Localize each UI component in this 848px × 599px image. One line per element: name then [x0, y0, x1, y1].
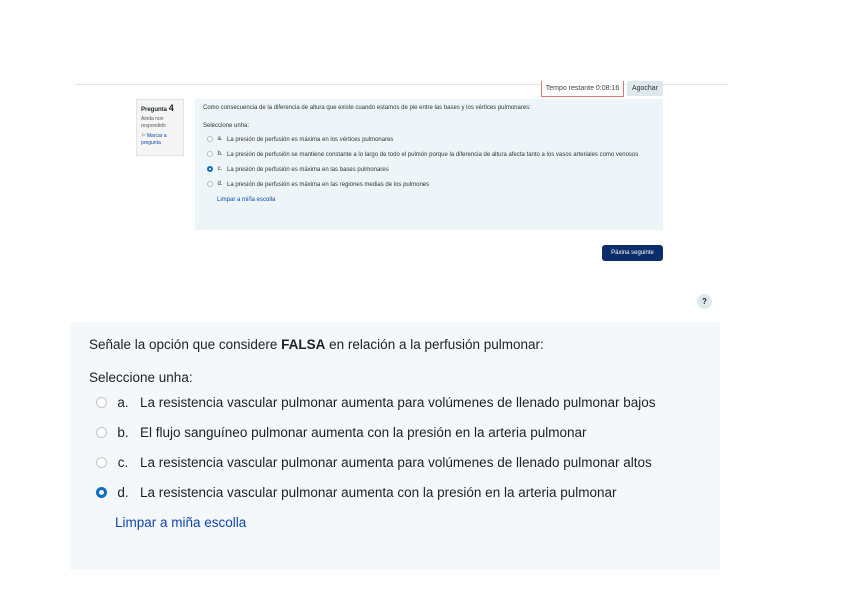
answer-options	[89, 395, 701, 500]
radio-button-selected[interactable]	[96, 487, 107, 498]
question-text: Como consecuencia de la diferencia de altura que existe cuando estamos de pie entre las bases y los vértices pulmonares:	[203, 105, 531, 111]
hide-timer-button[interactable]: Agochar	[627, 81, 663, 96]
option-text: La presión de perfusión se mantiene constante a lo largo de todo el pulmón porque la diferencia de altura afecta tanto a los vasos arteriales como venosos	[227, 152, 639, 158]
question-text	[89, 337, 701, 352]
radio-button[interactable]	[96, 457, 107, 468]
option-text: El flujo sanguíneo pulmonar aumenta con la presión en la arteria pulmonar	[140, 425, 587, 440]
answer-option-c[interactable]	[203, 166, 655, 174]
flag-icon: ⚐	[141, 133, 146, 139]
question-number-value: 4	[168, 103, 174, 113]
question-number	[141, 103, 179, 113]
flag-question-link[interactable]	[141, 133, 179, 147]
flag-question-label: Marcar a pregunta	[141, 133, 167, 146]
radio-button[interactable]	[96, 427, 107, 438]
option-text: La presión de perfusión es máxima en las bases pulmonares	[227, 167, 389, 173]
question-label: Pregunta	[141, 107, 168, 113]
option-letter: c.	[117, 455, 129, 470]
question-state: Ainda non respondido	[141, 116, 166, 129]
answer-option-b[interactable]	[89, 425, 701, 440]
option-text: La resistencia vascular pulmonar aumenta con la presión en la arteria pulmonar	[140, 485, 617, 500]
option-letter: b.	[217, 151, 223, 157]
option-letter: a.	[217, 136, 223, 142]
help-button[interactable]: ?	[697, 294, 712, 309]
question-card-large	[70, 322, 720, 570]
select-prompt: Seleccione unha:	[203, 123, 250, 129]
radio-button[interactable]	[96, 397, 107, 408]
question-text-start: Señale la opción que considere	[89, 337, 282, 352]
select-prompt: Seleccione unha:	[89, 370, 193, 385]
answer-option-d[interactable]	[203, 181, 655, 189]
question-text-end: en relación a la perfusión pulmonar:	[325, 337, 544, 352]
answer-option-a[interactable]	[89, 395, 701, 410]
clear-choice-link[interactable]: Limpar a miña escolla	[115, 515, 247, 530]
quiz-timer: Tempo restante 0:08:16	[541, 81, 624, 97]
option-letter: b.	[117, 425, 129, 440]
answer-option-d[interactable]	[89, 485, 701, 500]
question-card-small	[195, 99, 663, 230]
option-text: La presión de perfusión es máxima en los vértices pulmonares	[227, 137, 394, 143]
option-text: La resistencia vascular pulmonar aumenta para volúmenes de llenado pulmonar bajos	[140, 395, 656, 410]
option-letter: d.	[217, 181, 223, 187]
answer-option-a[interactable]	[203, 136, 655, 144]
answer-option-c[interactable]	[89, 455, 701, 470]
option-letter: a.	[117, 395, 129, 410]
next-page-button[interactable]: Páxina seguinte	[602, 245, 663, 261]
clear-choice-link[interactable]: Limpar a miña escolla	[217, 197, 276, 203]
option-letter: d.	[117, 485, 129, 500]
option-text: La presión de perfusión es máxima en las regiones medias de los pulmones	[227, 182, 430, 188]
option-text: La resistencia vascular pulmonar aumenta para volúmenes de llenado pulmonar altos	[140, 455, 652, 470]
question-text-emphasis: FALSA	[281, 337, 326, 352]
question-info-panel	[136, 99, 184, 156]
answer-option-b[interactable]	[203, 151, 655, 159]
option-letter: c.	[217, 166, 223, 172]
